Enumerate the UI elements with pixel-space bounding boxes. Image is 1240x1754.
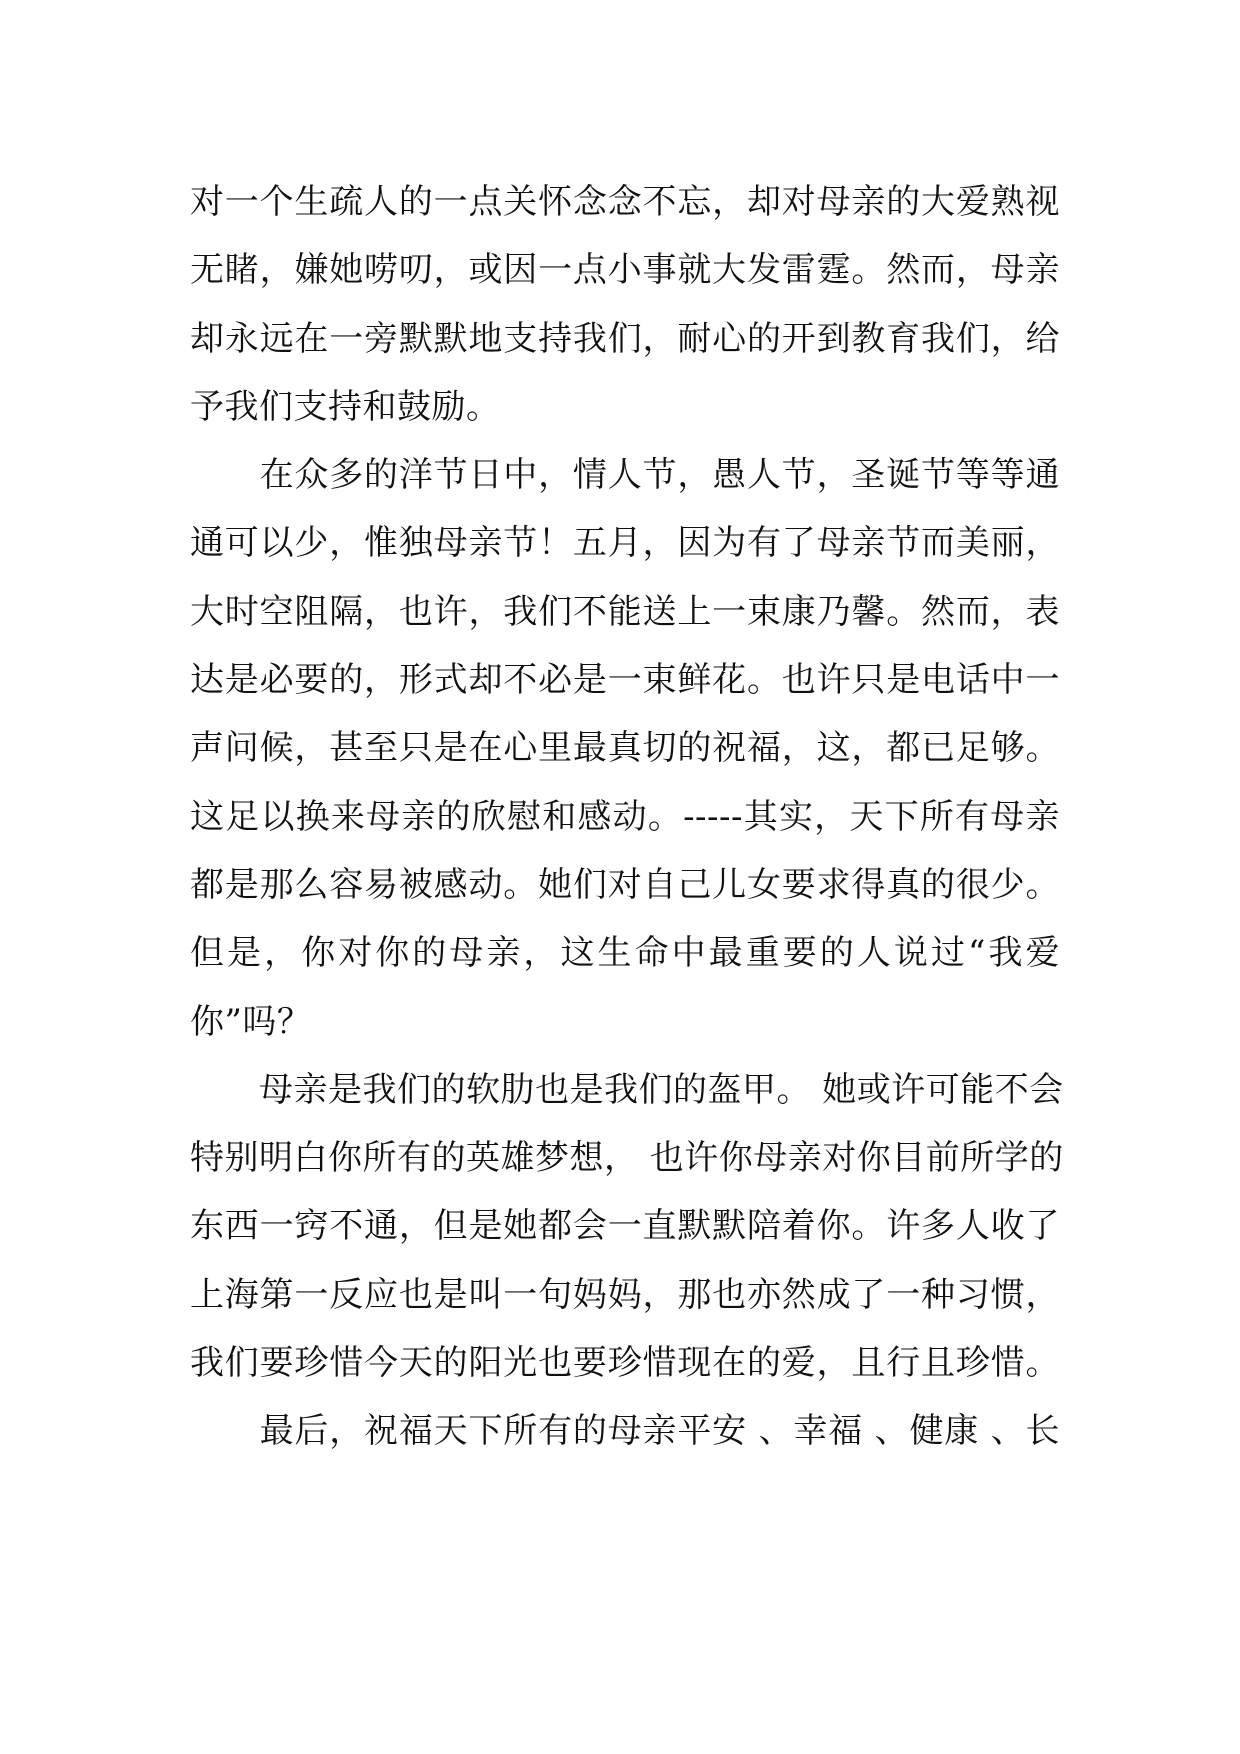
text-line: 特别明白你所有的英雄梦想， 也许你母亲对你目前所学的 bbox=[190, 1138, 1064, 1179]
text-line: 达是必要的，形式却不必是一束鲜花。也许只是电话中一 bbox=[190, 660, 1060, 701]
text-line: 这足以换来母亲的欣慰和感动。-----其实，天下所有母亲 bbox=[190, 796, 1060, 837]
text-line: 无睹，嫌她唠叨，或因一点小事就大发雷霆。然而，母亲 bbox=[190, 250, 1060, 291]
text-line: 母亲是我们的软肋也是我们的盔甲。 她或许可能不会 bbox=[190, 1069, 1064, 1110]
text-line: 我们要珍惜今天的阳光也要珍惜现在的爱，且行且珍惜。 bbox=[190, 1343, 1060, 1384]
body-text bbox=[190, 168, 1064, 1466]
text-line: 对一个生疏人的一点关怀念念不忘，却对母亲的大爱熟视 bbox=[190, 182, 1060, 222]
text-line: 但是，你对你的母亲，这生命中最重要的人说过“我爱 bbox=[190, 933, 1060, 974]
text-line: 东西一窍不通，但是她都会一直默默陪着你。许多人收了 bbox=[190, 1206, 1060, 1247]
text-line: 上海第一反应也是叫一句妈妈，那也亦然成了一种习惯， bbox=[190, 1274, 1060, 1315]
text-line: 通可以少，惟独母亲节！五月，因为有了母亲节而美丽， bbox=[190, 523, 1060, 564]
text-line: 都是那么容易被感动。她们对自己儿女要求得真的很少。 bbox=[190, 864, 1060, 905]
text-line: 你”吗？ bbox=[190, 1001, 312, 1042]
text-line: 在众多的洋节日中，情人节，愚人节，圣诞节等等通 bbox=[190, 455, 1060, 496]
text-line: 声问候，甚至只是在心里最真切的祝福，这，都已足够。 bbox=[190, 728, 1060, 769]
text-line: 予我们支持和鼓励。 bbox=[190, 386, 501, 427]
text-line: 最后，祝福天下所有的母亲平安 、幸福 、健康 、长 bbox=[190, 1411, 1060, 1452]
text-line: 却永远在一旁默默地支持我们，耐心的开到教育我们，给 bbox=[190, 318, 1060, 359]
text-line: 大时空阻隔，也许，我们不能送上一束康乃馨。然而，表 bbox=[190, 591, 1060, 632]
